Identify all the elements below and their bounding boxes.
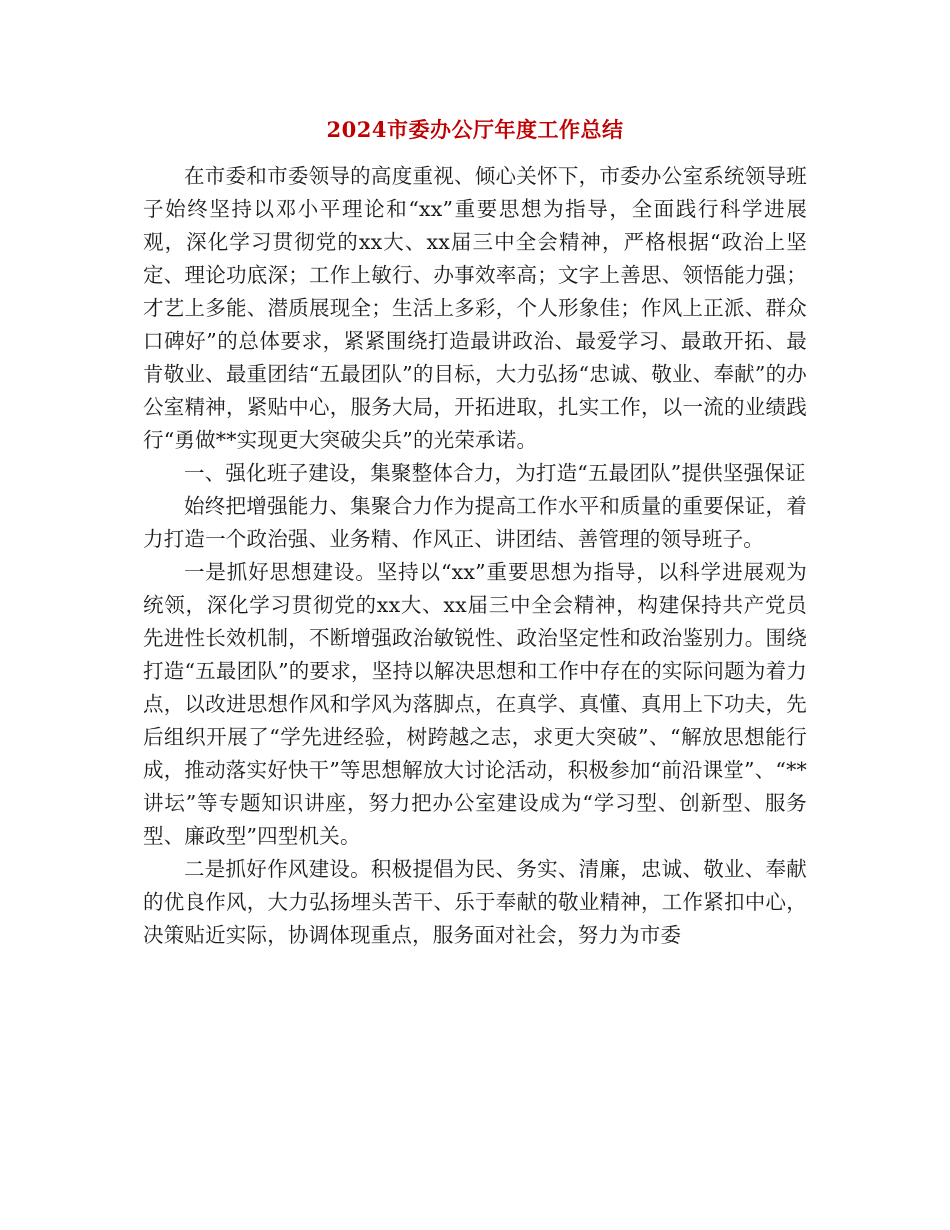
- paragraph-section-1-intro: 始终把增强能力、集聚合力作为提高工作水平和质量的重要保证，着力打造一个政治强、业务精、作风正、讲团结、善管理的领导班子。: [143, 494, 807, 551]
- paragraph-intro: 在市委和市委领导的高度重视、倾心关怀下，市委办公室系统领导班子始终坚持以邓小平理论和“xx”重要思想为指导，全面践行科学进展观，深化学习贯彻党的xx大、xx届三中全会精神，严格根据“政治上坚定、理论功底深；工作上敏行、办事效率高；文字上善思、领悟能力强；才艺上多能、潜质展现全；生活上多彩，个人形象佳；作风上正派、群众口碑好”的总体要求，紧紧围绕打造最讲政治、最爱学习、最敢开拓、最肯敬业、最重团结“五最团队”的目标，大力弘扬“忠诚、敬业、奉献”的办公室精神，紧贴中心，服务大局，开拓进取，扎实工作，以一流的业绩践行“勇做**实现更大突破尖兵”的光荣承诺。: [143, 164, 807, 452]
- document-body: [143, 160, 807, 952]
- document-title: 2024市委办公厅年度工作总结: [326, 117, 624, 142]
- paragraph-work-style-building: 二是抓好作风建设。积极提倡为民、务实、清廉，忠诚、敬业、奉献的优良作风，大力弘扬埋头苦干、乐于奉献的敬业精神，工作紧扣中心，决策贴近实际，协调体现重点，服务面对社会，努力为市委: [143, 857, 807, 947]
- section-heading-1: 一、强化班子建设，集聚整体合力，为打造“五最团队”提供坚强保证: [184, 461, 806, 485]
- paragraph-ideological-building: 一是抓好思想建设。坚持以“xx”重要思想为指导，以科学进展观为统领，深化学习贯彻党的xx大、xx届三中全会精神，构建保持共产党员先进性长效机制，不断增强政治敏锐性、政治坚定性和政治鉴别力。围绕打造“五最团队”的要求，坚持以解决思想和工作中存在的实际问题为着力点，以改进思想作风和学风为落脚点，在真学、真懂、真用上下功夫，先后组织开展了“学先进经验，树跨越之志，求更大突破”、“解放思想能行成，推动落实好快干”等思想解放大讨论活动，积极参加“前沿课堂”、“**讲坛”等专题知识讲座，努力把办公室建设成为“学习型、创新型、服务型、廉政型”四型机关。: [143, 560, 807, 848]
